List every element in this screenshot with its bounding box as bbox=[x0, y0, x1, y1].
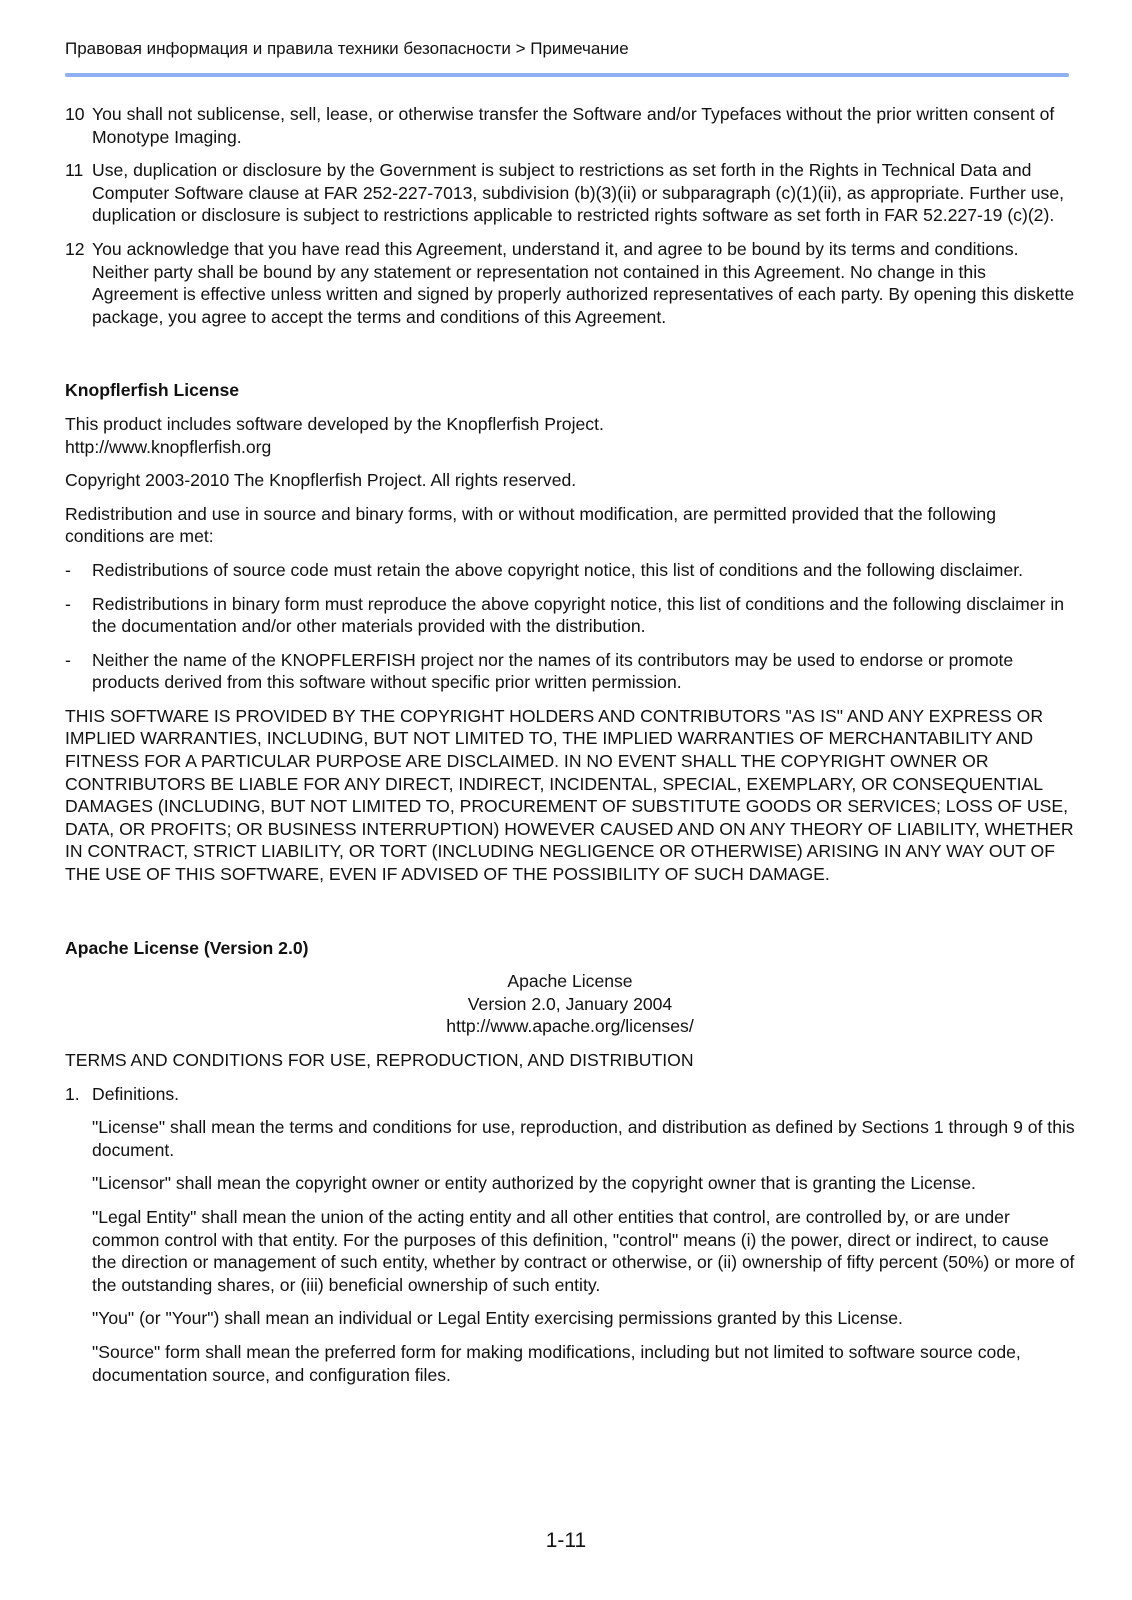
intro-line: This product includes software developed by the Knopflerfish Project. bbox=[65, 413, 604, 434]
section-number: 1. bbox=[65, 1083, 80, 1104]
item-text: You shall not sublicense, sell, lease, or otherwise transfer the Software and/or Typefaces without the prior written consent of Monotype Imaging. bbox=[92, 104, 1055, 147]
breadcrumb: Правовая информация и правила техники безопасности > Примечание bbox=[65, 39, 629, 58]
definition-paragraph: "Source" form shall mean the preferred form for making modifications, including but not limited to software source code, documentation source, and configuration files. bbox=[92, 1341, 1021, 1385]
apache-terms-heading: TERMS AND CONDITIONS FOR USE, REPRODUCTION, AND DISTRIBUTION bbox=[65, 1050, 694, 1070]
knopflerfish-heading: Knopflerfish License bbox=[65, 380, 240, 401]
definition-paragraph: "You" (or "Your") shall mean an individual or Legal Entity exercising permissions granted by this License. bbox=[92, 1308, 903, 1329]
apache-title: Apache License bbox=[507, 971, 633, 992]
section-spacer bbox=[65, 897, 1075, 937]
dash-bullet: - bbox=[65, 649, 71, 670]
knopflerfish-intro bbox=[65, 413, 1075, 458]
condition-item bbox=[65, 559, 1075, 582]
dash-bullet: - bbox=[65, 593, 71, 614]
item-number: 11 bbox=[65, 160, 84, 181]
section-title: Definitions. bbox=[92, 1083, 180, 1104]
definition-paragraph: "Legal Entity" shall mean the union of the acting entity and all other entities that control, are controlled by, or are under common control with that entity. For the purposes of this definition, "control" means (i) the power, direct or indirect, to cause the direction or management of such entity, whether by contract or otherwise, or (ii) ownership of fifty percent (50%) or more of the outstanding shares, or (iii) beneficial ownership of such entity. bbox=[92, 1206, 1075, 1295]
section-spacer bbox=[65, 339, 1075, 379]
apache-heading: Apache License (Version 2.0) bbox=[65, 937, 309, 958]
monotype-item-11 bbox=[65, 159, 1075, 227]
condition-text: Neither the name of the KNOPFLERFISH project nor the names of its contributors may be used to endorse or promote products derived from this software without specific prior written permission. bbox=[92, 649, 1014, 693]
monotype-item-12 bbox=[65, 238, 1075, 328]
apache-title-block bbox=[65, 970, 1075, 1038]
definition-paragraph: "License" shall mean the terms and conditions for use, reproduction, and distribution as defined by Sections 1 through 9 of this document. bbox=[92, 1117, 1075, 1160]
definitions-section bbox=[65, 1083, 1075, 1106]
knopflerfish-redistribution: Redistribution and use in source and binary forms, with or without modification, are permitted provided that the following conditions are met: bbox=[65, 503, 996, 547]
knopflerfish-copyright: Copyright 2003-2010 The Knopflerfish Project. All rights reserved. bbox=[65, 470, 577, 491]
apache-url: http://www.apache.org/licenses/ bbox=[446, 1016, 694, 1037]
definition-paragraph: "Licensor" shall mean the copyright owner or entity authorized by the copyright owner that is granting the License. bbox=[92, 1173, 976, 1194]
dash-bullet: - bbox=[65, 559, 71, 580]
item-number: 10 bbox=[65, 104, 85, 124]
monotype-item-10 bbox=[65, 103, 1075, 148]
header-divider bbox=[65, 73, 1069, 77]
item-text: Use, duplication or disclosure by the Government is subject to restrictions as set forth in the Rights in Technical Data and Computer Software clause at FAR 252-227-7013, subdivision (b)(3)(ii) or subparagraph (c)(1)(ii), as appropriate. Further use, duplication or disclosure is subject to restrictions applicable to restricted rights software as set forth in FAR 52.227-19 (c)(2). bbox=[92, 160, 1064, 226]
knopflerfish-url: http://www.knopflerfish.org bbox=[65, 436, 272, 457]
page-number: 1-11 bbox=[545, 1529, 587, 1552]
item-text: You acknowledge that you have read this Agreement, understand it, and agree to be bound by its terms and conditions. Neither party shall be bound by any statement or representation not contained in this Agreement. No change in this Agreement is effective unless written and signed by properly authorized representatives of each party. By opening this diskette package, you agree to accept the terms and conditions of this Agreement. bbox=[92, 238, 1075, 327]
condition-item bbox=[65, 593, 1075, 638]
knopflerfish-disclaimer: THIS SOFTWARE IS PROVIDED BY THE COPYRIGHT HOLDERS AND CONTRIBUTORS "AS IS" AND ANY EXPRESS OR IMPLIED WARRANTIES, INCLUDING, BUT NOT LIMITED TO, THE IMPLIED WARRANTIES OF MERCHANTABILITY AND FITNESS FOR A PARTICULAR PURPOSE ARE DISCLAIMED. IN NO EVENT SHALL THE COPYRIGHT OWNER OR CONTRIBUTORS BE LIABLE FOR ANY DIRECT, INDIRECT, INCIDENTAL, SPECIAL, EXEMPLARY, OR CONSEQUENTIAL DAMAGES (INCLUDING, BUT NOT LIMITED TO, PROCUREMENT OF SUBSTITUTE GOODS OR SERVICES; LOSS OF USE, DATA, OR PROFITS; OR BUSINESS INTERRUPTION) HOWEVER CAUSED AND ON ANY THEORY OF LIABILITY, WHETHER IN CONTRACT, STRICT LIABILITY, OR TORT (INCLUDING NEGLIGENCE OR OTHERWISE) ARISING IN ANY WAY OUT OF THE USE OF THIS SOFTWARE, EVEN IF ADVISED OF THE POSSIBILITY OF SUCH DAMAGE. bbox=[65, 705, 1074, 885]
apache-version: Version 2.0, January 2004 bbox=[467, 993, 673, 1014]
condition-text: Redistributions in binary form must reproduce the above copyright notice, this list of conditions and the following disclaimer in the documentation and/or other materials provided with the distribution. bbox=[92, 593, 1065, 637]
condition-text: Redistributions of source code must retain the above copyright notice, this list of conditions and the following disclaimer. bbox=[92, 559, 1024, 580]
condition-item bbox=[65, 649, 1075, 694]
page-content bbox=[65, 103, 1075, 1397]
item-number: 12 bbox=[65, 238, 85, 259]
